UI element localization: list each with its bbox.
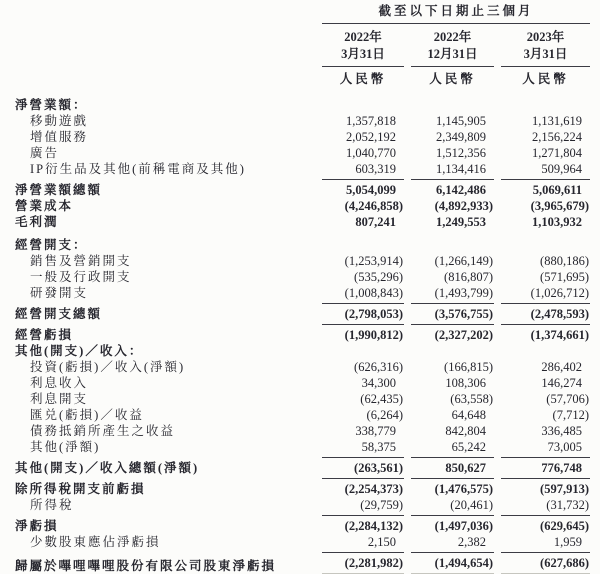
value-cell: (1,266,149)	[434, 254, 493, 268]
column-header-2	[411, 24, 494, 67]
value-cell: (597,913)	[501, 478, 590, 497]
row-label: 營業成本	[15, 199, 74, 213]
value-cell: (2,281,982)	[322, 552, 404, 574]
currency-label-1: 人民幣	[339, 72, 387, 86]
row-label: 其他(開支)／收入總額(淨額)	[15, 461, 200, 475]
value-cell: 5,054,099	[322, 179, 404, 198]
value-cell: 64,648	[451, 408, 486, 422]
value-cell: 1,959	[553, 535, 582, 549]
value-cell: 807,241	[355, 215, 396, 229]
table-row	[15, 391, 590, 407]
table-row	[15, 343, 590, 359]
value-cell: 34,300	[361, 376, 396, 390]
value-cell: (57,706)	[546, 392, 589, 406]
value-cell: 2,052,192	[346, 130, 396, 144]
value-cell: (263,561)	[322, 457, 404, 476]
value-cell: (7,712)	[552, 408, 589, 422]
value-cell: (1,476,575)	[411, 478, 494, 497]
table-row	[15, 214, 590, 230]
table-row	[15, 113, 590, 129]
row-label: 淨營業額：	[15, 98, 88, 112]
column-year: 2022年	[344, 30, 382, 44]
value-cell: (4,892,933)	[434, 199, 493, 213]
value-cell: (1,026,712)	[530, 286, 589, 300]
row-label: 利息開支	[30, 392, 89, 406]
value-cell: (571,695)	[540, 270, 589, 284]
table-row	[15, 253, 590, 269]
column-year: 2023年	[526, 30, 565, 44]
value-cell: 5,069,611	[501, 179, 590, 198]
value-cell: 603,319	[355, 162, 396, 176]
header-spacer	[15, 87, 315, 88]
value-cell: 58,375	[361, 440, 396, 454]
row-label: 淨營業額總額	[15, 183, 103, 197]
row-label: 一般及行政開支	[30, 270, 132, 284]
value-cell: 1,134,416	[436, 162, 486, 176]
value-cell: (2,327,202)	[411, 324, 494, 343]
value-cell: 2,382	[457, 535, 486, 549]
value-cell: (63,558)	[450, 392, 493, 406]
row-label: 移動遊戲	[30, 114, 89, 128]
value-cell: (2,254,373)	[322, 478, 404, 497]
value-cell: (535,296)	[354, 270, 403, 284]
value-cell: (3,965,679)	[530, 199, 589, 213]
value-cell: (1,494,654)	[411, 552, 494, 574]
column-date: 3月31日	[341, 47, 385, 61]
value-cell: (20,461)	[450, 498, 493, 512]
table-row	[15, 497, 590, 513]
value-cell: (1,374,661)	[501, 324, 590, 343]
value-cell: 776,748	[501, 457, 590, 476]
table-row	[15, 198, 590, 214]
row-label: 經營開支：	[15, 238, 88, 252]
currency-label-3: 人民幣	[522, 72, 569, 86]
table-row	[15, 97, 590, 113]
value-cell: (1,253,914)	[344, 254, 403, 268]
header-dates-row	[15, 24, 590, 67]
value-cell: 286,402	[541, 360, 582, 374]
value-cell: (31,732)	[546, 498, 589, 512]
table-row	[15, 179, 590, 198]
table-row	[15, 534, 590, 550]
value-cell: 2,156,224	[532, 130, 582, 144]
value-cell: 73,005	[547, 440, 582, 454]
value-cell: 65,242	[451, 440, 486, 454]
value-cell: 1,512,356	[436, 146, 486, 160]
value-cell: (29,759)	[360, 498, 403, 512]
row-label: 研發開支	[30, 286, 89, 300]
value-cell: (2,478,593)	[501, 303, 590, 322]
row-label: 投資(虧損)／收入(淨額)	[30, 360, 186, 374]
table-row	[15, 423, 590, 439]
table-row	[15, 552, 590, 574]
row-label: 其他(開支)／收入：	[15, 344, 144, 358]
table-row	[15, 375, 590, 391]
column-header-3	[501, 24, 590, 67]
period-header: 截至以下日期止三個月	[322, 3, 590, 24]
table-row	[15, 439, 590, 455]
column-year: 2022年	[433, 30, 472, 44]
value-cell: (166,815)	[444, 360, 493, 374]
table-row	[15, 285, 590, 301]
table-row	[15, 478, 590, 497]
row-label: 所得稅	[30, 498, 74, 512]
row-label: 歸屬於嗶哩嗶哩股份有限公司股東淨虧損	[15, 559, 277, 573]
column-date: 3月31日	[523, 47, 568, 61]
row-label: 經營虧損	[15, 328, 74, 342]
value-cell: 2,349,809	[436, 130, 486, 144]
value-cell: (2,798,053)	[322, 303, 404, 322]
row-label: 除所得稅開支前虧損	[15, 482, 146, 496]
row-label: 其他(淨額)	[30, 440, 101, 454]
table-row	[15, 237, 590, 253]
row-label: 淨虧損	[15, 519, 59, 533]
value-cell: (62,435)	[360, 392, 403, 406]
table-row	[15, 324, 590, 343]
value-cell: 509,964	[541, 162, 582, 176]
value-cell: (626,316)	[354, 360, 403, 374]
table-row	[15, 145, 590, 161]
header-spacer	[15, 66, 315, 67]
row-label: IP衍生品及其他(前稱電商及其他)	[30, 162, 246, 176]
value-cell: 1,131,619	[532, 114, 582, 128]
row-label: 匯兑(虧損)／收益	[30, 408, 144, 422]
value-cell: (1,497,036)	[411, 515, 494, 534]
value-cell: (2,284,132)	[322, 515, 404, 534]
row-label: 利息收入	[30, 376, 89, 390]
currency-label-2: 人民幣	[429, 72, 476, 86]
value-cell: 336,485	[541, 424, 582, 438]
row-label: 經營開支總額	[15, 307, 103, 321]
value-cell: 6,142,486	[411, 179, 494, 198]
table-row	[15, 457, 590, 476]
value-cell: 146,274	[541, 376, 582, 390]
value-cell: (4,246,858)	[344, 199, 403, 213]
table-row	[15, 515, 590, 534]
column-header-1	[322, 24, 404, 67]
row-label: 債務抵銷所產生之收益	[30, 424, 176, 438]
table-row	[15, 129, 590, 145]
header-spacer	[15, 23, 315, 24]
row-label: 毛利潤	[15, 215, 59, 229]
row-label: 少數股東應佔淨虧損	[30, 535, 161, 549]
value-cell: (6,264)	[366, 408, 403, 422]
column-date: 12月31日	[427, 47, 478, 61]
value-cell: 2,150	[367, 535, 396, 549]
value-cell: 1,271,804	[532, 146, 582, 160]
value-cell: (3,576,755)	[411, 303, 494, 322]
value-cell: (627,686)	[501, 552, 590, 574]
value-cell: 1,145,905	[436, 114, 486, 128]
value-cell: (1,008,843)	[344, 286, 403, 300]
value-cell: (880,186)	[540, 254, 589, 268]
header-period-row	[15, 3, 590, 24]
header-currency-row	[15, 67, 590, 88]
value-cell: (816,807)	[444, 270, 493, 284]
value-cell: 338,779	[355, 424, 396, 438]
row-label: 廣告	[30, 146, 60, 160]
value-cell: 1,103,932	[532, 215, 582, 229]
value-cell: 1,040,770	[346, 146, 396, 160]
table-row	[15, 303, 590, 322]
value-cell: (629,645)	[501, 515, 590, 534]
row-label: 銷售及營銷開支	[30, 254, 132, 268]
table-row	[15, 407, 590, 423]
table-row	[15, 161, 590, 177]
value-cell: (1,493,799)	[434, 286, 493, 300]
value-cell: 842,804	[445, 424, 486, 438]
table-body	[15, 97, 590, 574]
table-row	[15, 269, 590, 285]
table-row	[15, 359, 590, 375]
row-label: 增值服務	[30, 130, 89, 144]
value-cell: 1,357,818	[346, 114, 396, 128]
value-cell: 850,627	[411, 457, 494, 476]
value-cell: (1,990,812)	[322, 324, 404, 343]
value-cell: 1,249,553	[436, 215, 486, 229]
value-cell: 108,306	[445, 376, 486, 390]
